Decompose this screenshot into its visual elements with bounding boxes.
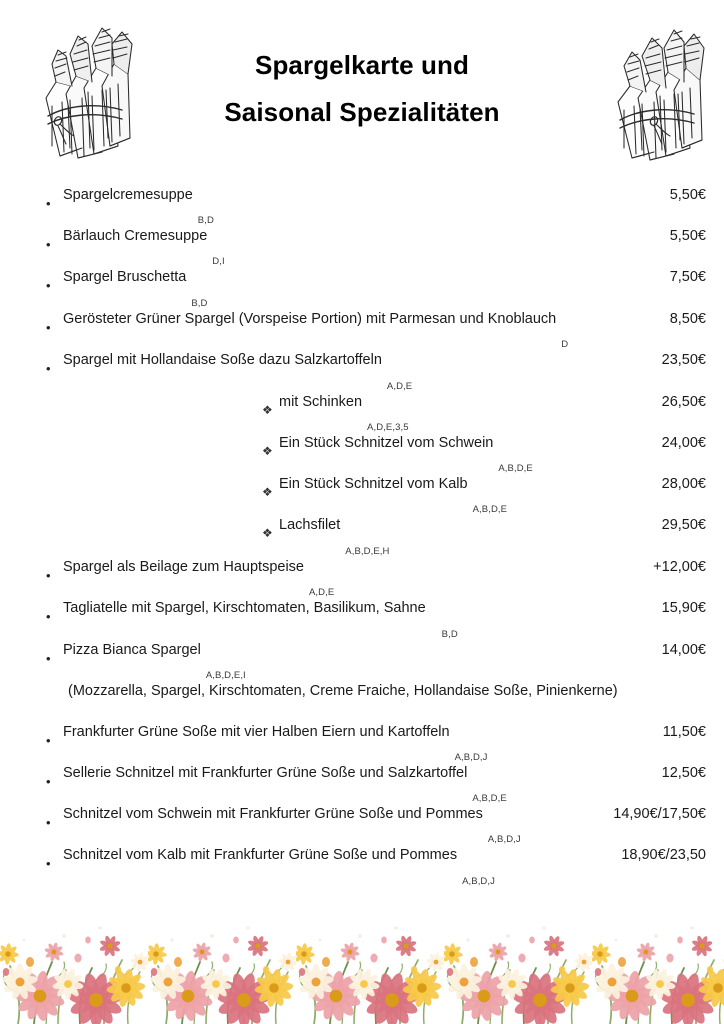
- menu-item-row: [0, 846, 724, 888]
- dot-bullet-icon: •: [46, 651, 51, 666]
- menu-item-row: [0, 186, 724, 227]
- allergen-codes: D: [561, 339, 569, 350]
- asparagus-bundle-illustration-right: [592, 6, 710, 178]
- menu-item-name: Gerösteter Grüner Spargel (Vorspeise Portion) mit Parmesan und Knoblauch: [63, 311, 557, 327]
- menu-item-price: 12,50€: [661, 765, 706, 781]
- menu-item-row: [0, 558, 724, 599]
- allergen-codes: D,I: [212, 256, 225, 267]
- diamond-bullet-icon: ❖: [262, 485, 273, 499]
- menu-item-row: [0, 805, 724, 846]
- menu-item-row: [0, 434, 724, 475]
- menu-item-price: 28,00€: [661, 476, 706, 492]
- dot-bullet-icon: •: [46, 733, 51, 748]
- floral-tile: [0, 896, 148, 1024]
- menu-item-row: [0, 475, 724, 516]
- menu-item-price: 7,50€: [669, 269, 706, 285]
- allergen-codes: A,B,D,E: [472, 504, 508, 515]
- dot-bullet-icon: •: [46, 774, 51, 789]
- menu-item-row: [0, 641, 724, 682]
- allergen-codes: A,B,D,E: [498, 463, 533, 474]
- allergen-codes: A,B,D,J: [454, 752, 488, 763]
- diamond-bullet-icon: ❖: [262, 403, 273, 417]
- allergen-codes: A,B,D,J: [462, 876, 495, 887]
- dot-bullet-icon: •: [46, 320, 51, 335]
- allergen-codes: A,D,E,3,5: [367, 422, 409, 433]
- asparagus-bundle-illustration-left: [22, 6, 140, 178]
- diamond-bullet-icon: ❖: [262, 526, 273, 540]
- dot-bullet-icon: •: [46, 815, 51, 830]
- menu-item-price: 15,90€: [661, 600, 706, 616]
- menu-item-name: mit Schinken: [279, 394, 363, 410]
- menu-item-name: (Mozzarella, Spargel, Kirschtomaten, Creme Fraiche, Hollandaise Soße, Pinienkerne): [68, 683, 618, 699]
- floral-tile: [296, 896, 444, 1024]
- menu-item-name: Spargel Bruschetta: [63, 269, 187, 285]
- menu-list: [0, 186, 724, 888]
- menu-item-price: 18,90€/23,50: [621, 847, 706, 863]
- title-line-2: Saisonal Spezialitäten: [224, 97, 500, 127]
- title-line-1: Spargelkarte und: [255, 50, 469, 80]
- menu-item-name: Sellerie Schnitzel mit Frankfurter Grüne Soße und Salzkartoffel: [63, 765, 468, 781]
- menu-item-name: Spargelcremesuppe: [63, 187, 193, 203]
- menu-item-name: Pizza Bianca Spargel: [63, 642, 201, 658]
- menu-item-row: [0, 599, 724, 641]
- menu-item-row: [0, 393, 724, 434]
- menu-item-name: Spargel als Beilage zum Hauptspeise: [63, 559, 304, 575]
- allergen-codes: A,D,E: [309, 587, 335, 598]
- menu-item-name: Schnitzel vom Kalb mit Frankfurter Grüne Soße und Pommes: [63, 847, 458, 863]
- menu-item-name: Frankfurter Grüne Soße mit vier Halben Eiern und Kartoffeln: [63, 724, 450, 740]
- dot-bullet-icon: •: [46, 278, 51, 293]
- menu-item-price: +12,00€: [653, 559, 706, 575]
- menu-item-name: Spargel mit Hollandaise Soße dazu Salzkartoffeln: [63, 352, 382, 368]
- menu-item-row: [0, 227, 724, 268]
- menu-item-price: 14,90€/17,50€: [613, 806, 706, 822]
- dot-bullet-icon: •: [46, 361, 51, 376]
- allergen-codes: A,B,D,E,I: [205, 670, 246, 681]
- menu-note-row: [0, 682, 724, 723]
- allergen-codes: B,D: [197, 215, 214, 226]
- dot-bullet-icon: •: [46, 568, 51, 583]
- menu-item-name: Bärlauch Cremesuppe: [63, 228, 208, 244]
- menu-item-price: 5,50€: [669, 187, 706, 203]
- menu-item-name: Lachsfilet: [279, 517, 341, 533]
- allergen-codes: A,B,D,J: [487, 834, 521, 845]
- floral-tile: [444, 896, 592, 1024]
- menu-item-price: 29,50€: [661, 517, 706, 533]
- dot-bullet-icon: •: [46, 196, 51, 211]
- menu-item-row: [0, 764, 724, 805]
- menu-item-price: 11,50€: [662, 724, 706, 740]
- floral-tile: [592, 896, 724, 1024]
- menu-item-name: Tagliatelle mit Spargel, Kirschtomaten, Basilikum, Sahne: [63, 600, 426, 616]
- menu-item-row: [0, 268, 724, 310]
- menu-item-row: [0, 516, 724, 558]
- allergen-codes: B,D: [191, 298, 208, 309]
- allergen-codes: A,D,E: [386, 381, 413, 392]
- menu-item-price: 8,50€: [669, 311, 706, 327]
- menu-item-price: 24,00€: [661, 435, 706, 451]
- menu-item-price: 14,00€: [661, 642, 706, 658]
- allergen-codes: B,D: [441, 629, 458, 640]
- dot-bullet-icon: •: [46, 856, 51, 871]
- menu-item-price: 23,50€: [661, 352, 706, 368]
- menu-item-name: Ein Stück Schnitzel vom Kalb: [279, 476, 468, 492]
- page-header: [0, 0, 724, 186]
- dot-bullet-icon: •: [46, 237, 51, 252]
- page-title: [160, 42, 564, 136]
- floral-border-band: [0, 896, 724, 1024]
- menu-item-row: [0, 310, 724, 351]
- allergen-codes: A,B,D,E: [472, 793, 507, 804]
- diamond-bullet-icon: ❖: [262, 444, 273, 458]
- allergen-codes: A,B,D,E,H: [345, 546, 390, 557]
- menu-item-name: Ein Stück Schnitzel vom Schwein: [279, 435, 494, 451]
- dot-bullet-icon: •: [46, 609, 51, 624]
- menu-item-row: [0, 351, 724, 393]
- menu-item-price: 5,50€: [669, 228, 706, 244]
- floral-tile: [148, 896, 296, 1024]
- menu-item-row: [0, 723, 724, 764]
- menu-item-price: 26,50€: [661, 394, 706, 410]
- menu-item-name: Schnitzel vom Schwein mit Frankfurter Grüne Soße und Pommes: [63, 806, 483, 822]
